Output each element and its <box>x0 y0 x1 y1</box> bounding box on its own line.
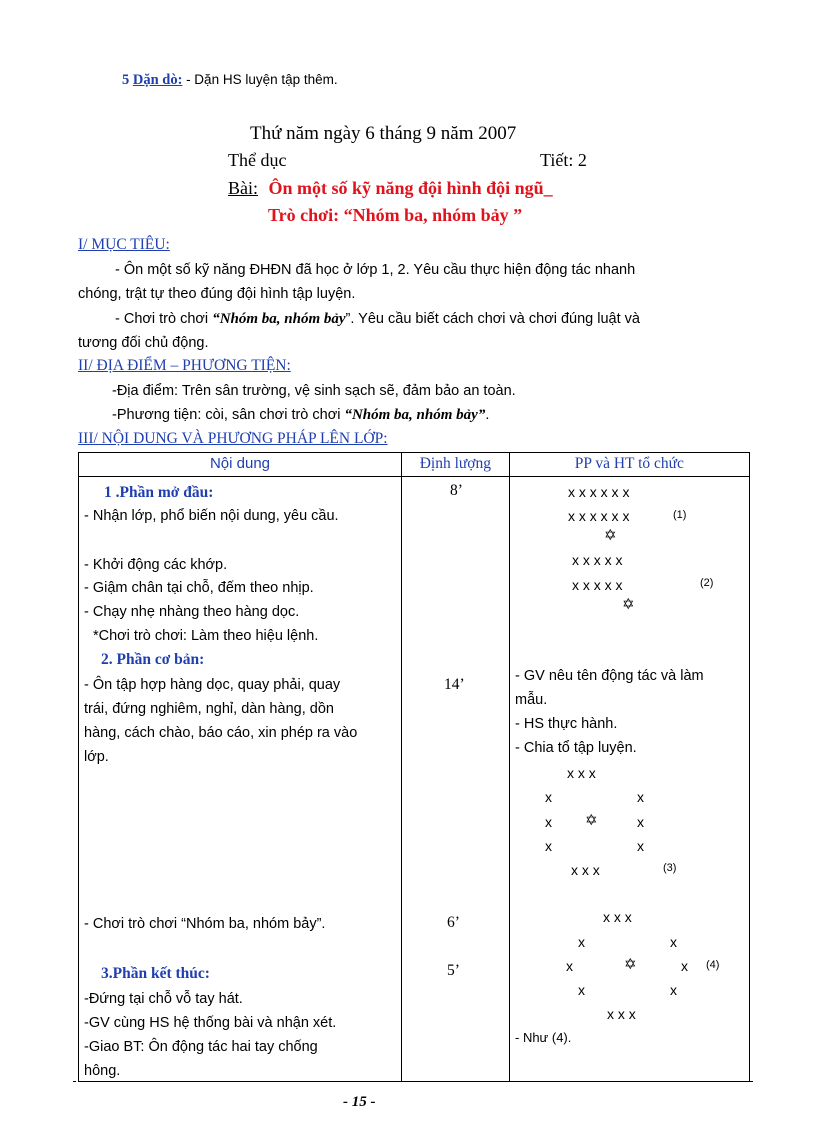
line2-pre: -Phương tiện: còi, sân chơi trò chơi <box>112 407 345 423</box>
formation4-label: (4) <box>706 959 720 971</box>
amount-cell <box>401 477 509 1082</box>
section1-p2-line1 <box>115 311 640 328</box>
line2-post: . <box>485 407 490 423</box>
part2-line-1: - Ôn tập hợp hàng dọc, quay phải, quay <box>84 677 341 693</box>
formation4-top: x x x <box>603 909 632 925</box>
part1-title: 1 .Phần mở đầu: <box>104 484 214 501</box>
part3-item-1: -Đứng tại chỗ vỗ tay hát. <box>84 991 243 1007</box>
footer-divider <box>73 1081 753 1082</box>
section1-p1-line2: chóng, trật tự theo đúng đội hình tập luyện. <box>78 286 356 302</box>
formation2-row1: x x x x x <box>572 552 623 568</box>
part3-method: - Như (4). <box>515 1030 572 1045</box>
header-method: PP và HT tổ chức <box>509 453 749 477</box>
homework-label: Dặn dò: <box>132 72 183 88</box>
formation3-label: (3) <box>663 862 677 874</box>
lesson-label: Bài: <box>228 178 258 198</box>
section1-p1-line1: - Ôn một số kỹ năng ĐHĐN đã học ở lớp 1, 2. Yêu cầu thực hiện động tác nhanh <box>115 262 636 278</box>
formation4-x: x <box>670 982 677 998</box>
p2-game: “Nhóm ba, nhóm bảy <box>212 311 346 327</box>
formation3-top: x x x <box>567 765 596 781</box>
teacher-star-icon: ✡ <box>585 812 598 829</box>
homework-line <box>122 72 338 89</box>
formation3-x: x <box>545 814 552 830</box>
formation2-row2: x x x x x <box>572 577 623 593</box>
teacher-star-icon: ✡ <box>622 596 635 613</box>
section2-line1: -Địa điểm: Trên sân trường, vệ sinh sạch sẽ, đảm bảo an toàn. <box>112 383 516 399</box>
game-time: 6’ <box>447 914 460 931</box>
lesson-line <box>228 178 553 199</box>
formation3-x: x <box>545 789 552 805</box>
game-item: - Chơi trò chơi “Nhóm ba, nhóm bảy”. <box>84 916 326 932</box>
header-amount: Định lượng <box>401 453 509 477</box>
part2-line-3: hàng, cách chào, báo cáo, xin phép ra vào <box>84 725 358 741</box>
formation1-row1: x x x x x x <box>568 484 630 500</box>
part1-item-5: *Chơi trò chơi: Làm theo hiệu lệnh. <box>93 628 319 644</box>
homework-text: - Dặn HS luyện tập thêm. <box>186 72 338 87</box>
table-header-row <box>79 453 750 477</box>
method-line-4: - Chia tổ tập luyện. <box>515 740 637 756</box>
part2-time: 14’ <box>444 676 465 693</box>
line2-game: “Nhóm ba, nhóm bảy” <box>344 407 486 423</box>
p2-post: ”. Yêu cầu biết cách chơi và chơi đúng luật và <box>345 311 640 327</box>
part3-item-2: -GV cùng HS hệ thống bài và nhận xét. <box>84 1015 337 1031</box>
part2-line-4: lớp. <box>84 749 109 765</box>
homework-number: 5 <box>122 72 130 88</box>
formation4-x: x <box>578 934 585 950</box>
subject: Thể dục <box>228 150 287 170</box>
formation3-x: x <box>637 789 644 805</box>
part3-item-4: hông. <box>84 1063 121 1079</box>
section2-heading: II/ ĐỊA ĐIỂM – PHƯƠNG TIỆN: <box>78 357 291 374</box>
formation4-x: x <box>670 934 677 950</box>
part1-item-4: - Chạy nhẹ nhàng theo hàng dọc. <box>84 604 300 620</box>
section1-heading: I/ MỤC TIÊU: <box>78 236 170 253</box>
date-line: Thứ năm ngày 6 tháng 9 năm 2007 <box>250 123 517 144</box>
formation1-row2: x x x x x x <box>568 508 630 524</box>
teacher-star-icon: ✡ <box>624 956 637 973</box>
section1-p2-line2: tương đối chủ động. <box>78 335 209 351</box>
formation1-label: (1) <box>673 509 687 521</box>
lesson-table <box>78 452 750 1082</box>
part1-time: 8’ <box>450 482 463 499</box>
formation4-x: x <box>578 982 585 998</box>
method-cell <box>509 477 749 1082</box>
section3-heading: III/ NỘI DUNG VÀ PHƯƠNG PHÁP LÊN LỚP: <box>78 430 388 447</box>
formation4-bottom: x x x <box>607 1006 636 1022</box>
formation3-x: x <box>545 838 552 854</box>
method-line-3: - HS thực hành. <box>515 716 618 732</box>
part2-title: 2. Phần cơ bản: <box>101 651 205 668</box>
method-line-2: mẫu. <box>515 692 548 708</box>
formation4-x: x <box>681 958 688 974</box>
formation3-x: x <box>637 814 644 830</box>
formation3-bottom: x x x <box>571 862 600 878</box>
part2-line-2: trái, đứng nghiêm, nghỉ, dàn hàng, dồn <box>84 701 334 717</box>
method-line-1: - GV nêu tên động tác và làm <box>515 668 704 684</box>
page-number: - 15 - <box>343 1094 376 1110</box>
lesson-title: Ôn một số kỹ năng đội hình đội ngũ_ <box>268 178 553 198</box>
p2-pre: - Chơi trò chơi <box>115 311 213 327</box>
formation3-x: x <box>637 838 644 854</box>
part1-item-1: - Nhận lớp, phổ biến nội dung, yêu cầu. <box>84 508 339 524</box>
part3-time: 5’ <box>447 962 460 979</box>
game-title: Trò chơi: “Nhóm ba, nhóm bảy ” <box>268 205 523 225</box>
part1-item-2: - Khởi động các khớp. <box>84 557 228 573</box>
header-content: Nội dung <box>79 453 402 477</box>
period: Tiết: 2 <box>540 150 587 170</box>
part3-title: 3.Phần kết thúc: <box>101 965 210 982</box>
part1-item-3: - Giậm chân tại chỗ, đếm theo nhịp. <box>84 580 314 596</box>
section2-line2 <box>112 407 489 424</box>
formation4-x: x <box>566 958 573 974</box>
part3-item-3: -Giao BT: Ôn động tác hai tay chống <box>84 1039 318 1055</box>
teacher-star-icon: ✡ <box>604 527 617 544</box>
formation2-label: (2) <box>700 577 714 589</box>
